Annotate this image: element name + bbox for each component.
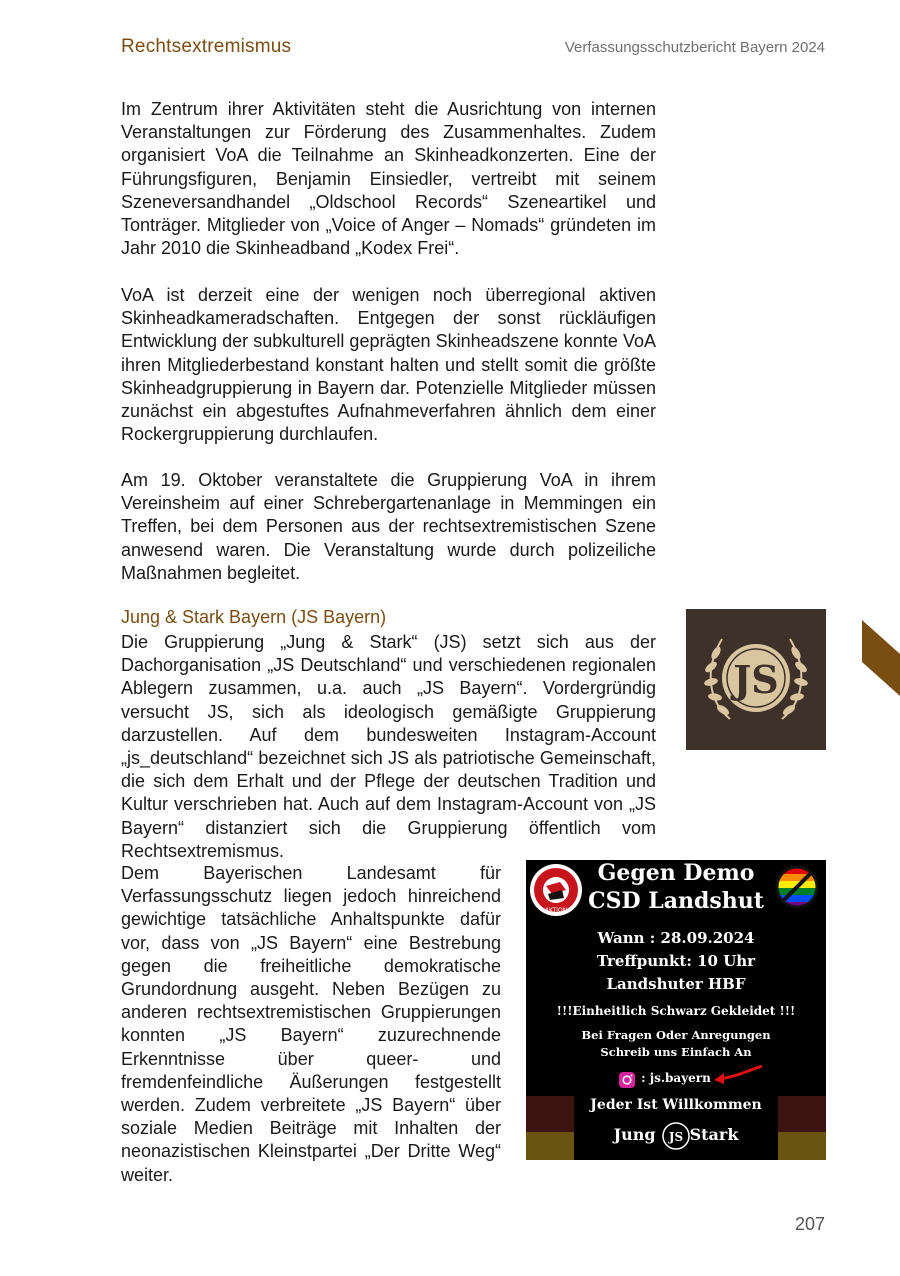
flyer-instagram-handle: : js.bayern	[641, 1071, 711, 1085]
report-title: Verfassungsschutzbericht Bayern 2024	[564, 39, 825, 56]
flyer-date: Wann : 28.09.2024	[597, 929, 755, 947]
flyer-dress-code: !!!Einheitlich Schwarz Gekleidet !!!	[556, 1004, 796, 1018]
paragraph-voa-activities: Im Zentrum ihrer Aktivitäten steht die Ausrichtung von internen Veranstaltungen zur Förderung des Zusammenhaltes. Zudem organisiert VoA die Teilnahme an Skinheadkonzerten. Eine der Führungsfiguren, Benjamin Einsiedler, vertreibt mit seinem Szeneversandhandel „Oldschool Records“ Szeneartikel und Tonträger. Mitglieder von „Voice of Anger – Nomads“ gründeten im Jahr 2010 die Skinheadband „Kodex Frei“.	[121, 99, 656, 259]
flyer-brand-left: Jung	[613, 1125, 656, 1144]
paragraph-js-assessment: Dem Bayerischen Landesamt für Verfassungsschutz liegen jedoch hinreichend gewichtige tatsächliche Anhaltspunkte dafür vor, dass von „JS Bayern“ eine Bestrebung gegen die freiheitliche demokratische Grundordnung ausgeht. Neben Bezügen zu anderen rechtsextremistischen Gruppierungen konnten „JS Bayern“ zuzurechnende Erkenntnisse über queer- und fremdenfeindliche Äußerungen festgestellt werden. Zudem verbreitete „JS Bayern“ über soziale Medien Beiträge mit Inhalten der neonazistischen Kleinstpartei „Der Dritte Weg“ weiter.	[121, 863, 501, 1185]
flyer-title-line2: CSD Landshut	[588, 888, 764, 914]
svg-text:AKTION: AKTION	[544, 907, 568, 914]
js-logo-image	[686, 609, 826, 750]
laurel-wreath-icon	[686, 609, 826, 750]
flyer-title-line1: Gegen Demo	[597, 860, 755, 886]
page-number: 207	[794, 1214, 825, 1234]
js-logo-letters: JS	[733, 657, 779, 702]
subheading-js-bayern: Jung & Stark Bayern (JS Bayern)	[121, 607, 387, 627]
flyer-questions-line1: Bei Fragen Oder Anregungen	[581, 1028, 771, 1042]
flyer-image	[526, 860, 826, 1160]
paragraph-js-intro: Die Gruppierung „Jung & Stark“ (JS) setzt sich aus der Dachorganisation „JS Deutschland“ und verschiedenen regionalen Ablegern zusammen, u.a. auch „JS Bayern“. Vordergründig versucht JS, sich als ideologisch gemäßigte Gruppierung darzustellen. Auf dem bundesweiten Instagram-Account „js_deutschland“ bezeichnet sich JS als patriotische Gemeinschaft, die sich dem Erhalt und der Pflege der deutschen Tradition und Kultur verschrieben hat. Auch auf dem Instagram-Account von „JS Bayern“ distanziert sich die Gruppierung öffentlich vom Rechtsextremismus.	[121, 632, 656, 861]
flyer-welcome: Jeder Ist Willkommen	[590, 1097, 762, 1113]
flyer-brand-right: Stark	[689, 1125, 739, 1144]
chapter-tab-marker	[862, 620, 900, 696]
flyer-meeting-time: Treffpunkt: 10 Uhr	[596, 952, 756, 970]
red-arrow-icon	[710, 1062, 766, 1088]
svg-text:JS: JS	[668, 1130, 684, 1144]
flyer-station: Landshuter HBF	[606, 975, 746, 993]
flyer-questions-line2: Schreib uns Einfach An	[600, 1045, 752, 1059]
paragraph-voa-meeting: Am 19. Oktober veranstaltete die Gruppierung VoA in ihrem Vereinsheim auf einer Schrebergartenanlage in Memmingen ein Treffen, bei dem Personen aus der rechtsextremistischen Szene anwesend waren. Die Veranstaltung wurde durch polizeiliche Maßnahmen begleitet.	[121, 470, 656, 583]
js-badge-icon	[662, 1122, 690, 1150]
paragraph-voa-skinhead: VoA ist derzeit eine der wenigen noch überregional aktiven Skinheadkameradschaften. Entgegen der sonst rückläufigen Entwicklung der subkulturell geprägten Skinheadszene konnte VoA ihren Mitgliederbestand konstant halten und stellt somit die größte Skinheadgruppierung in Bayern dar. Potenzielle Mitglieder müssen zunächst ein abgestuftes Aufnahmeverfahren ähnlich dem einer Rockergruppierung durchlaufen.	[121, 285, 656, 445]
section-title: Rechtsextremismus	[121, 36, 292, 57]
